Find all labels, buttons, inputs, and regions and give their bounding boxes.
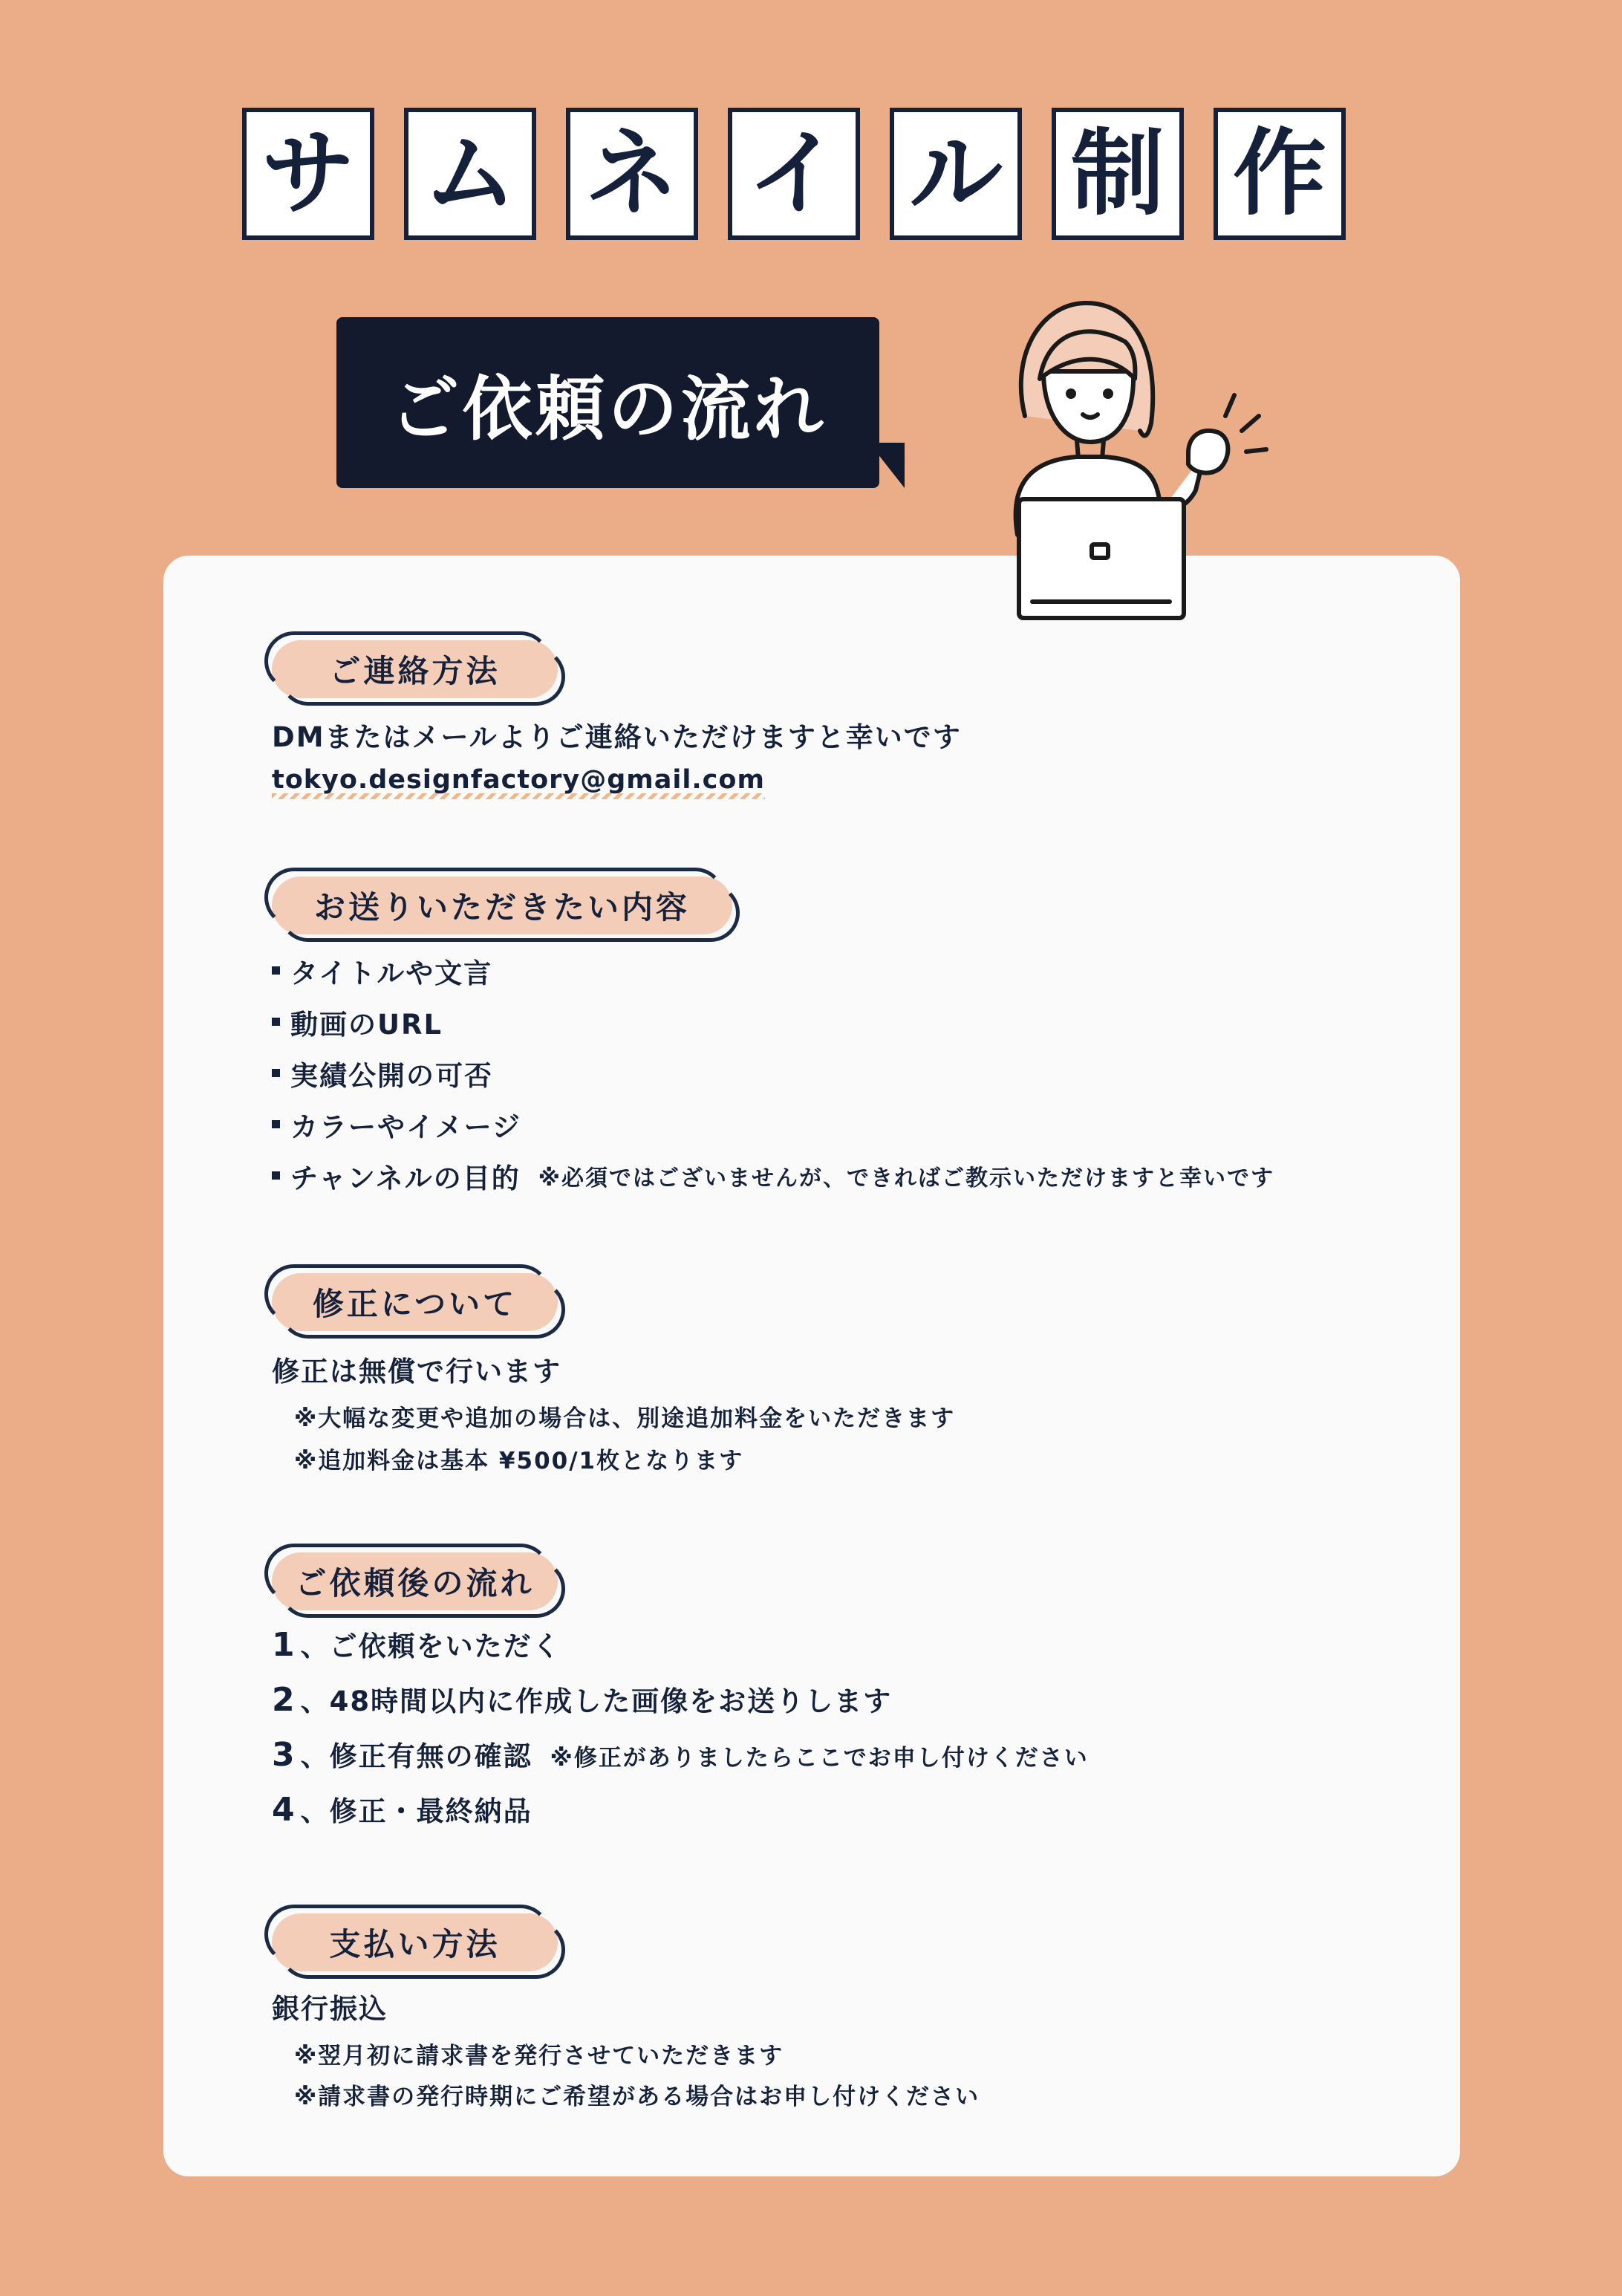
title-char-box bbox=[242, 108, 374, 240]
title-char: 制 bbox=[1071, 119, 1165, 228]
revision-note: ※大幅な変更や追加の場合は、別途追加料金をいただきます bbox=[294, 1405, 956, 1432]
step-text: 、修正有無の確認 bbox=[300, 1740, 532, 1772]
flow-section bbox=[272, 1552, 1089, 1844]
list-item bbox=[272, 1099, 1274, 1150]
subtitle-banner bbox=[336, 317, 879, 488]
speech-bubble-tail bbox=[869, 443, 905, 488]
step-note: ※修正がありましたらここでお申し付けください bbox=[550, 1745, 1089, 1772]
revision-note: ※追加料金は基本 ¥500/1枚となります bbox=[294, 1448, 744, 1474]
section-heading bbox=[272, 1552, 558, 1610]
payment-note: ※翌月初に請求書を発行させていただきます bbox=[294, 2043, 784, 2069]
list-item-label: チャンネルの目的 bbox=[290, 1162, 521, 1194]
bullet-icon bbox=[272, 1018, 280, 1026]
title-char: ル bbox=[909, 119, 1003, 228]
list-item bbox=[272, 996, 1274, 1047]
step-item bbox=[272, 1679, 1089, 1734]
payment-text: 銀行振込 bbox=[272, 1993, 388, 2025]
contents-section bbox=[272, 877, 1274, 1201]
title-char-box bbox=[1052, 108, 1184, 240]
bullet-icon bbox=[272, 1069, 280, 1077]
section-heading bbox=[272, 1273, 558, 1331]
title-char-box bbox=[890, 108, 1022, 240]
title-char: ム bbox=[423, 119, 517, 228]
title-char-box bbox=[1214, 108, 1346, 240]
step-number: 2 bbox=[272, 1681, 295, 1719]
contact-text: DMまたはメールよりご連絡いただけますと幸いです bbox=[272, 721, 962, 753]
list-item-label: 動画のURL bbox=[290, 1008, 443, 1041]
contact-section bbox=[272, 640, 962, 799]
list-item-note: ※必須ではございませんが、できればご教示いただけますと幸いです bbox=[538, 1165, 1274, 1191]
list-item-label: カラーやイメージ bbox=[290, 1110, 521, 1143]
contents-heading: お送りいただきたい内容 bbox=[272, 877, 732, 934]
list-item bbox=[272, 945, 1274, 996]
step-item bbox=[272, 1624, 1089, 1679]
section-heading bbox=[272, 1913, 558, 1971]
flow-steps bbox=[272, 1624, 1089, 1844]
section-heading bbox=[272, 640, 558, 698]
subtitle-text: ご依頼の流れ bbox=[389, 368, 827, 450]
list-item bbox=[272, 1150, 1274, 1201]
revision-heading: 修正について bbox=[272, 1273, 558, 1331]
step-text: 、修正・最終納品 bbox=[300, 1795, 532, 1827]
title-char: サ bbox=[261, 119, 355, 228]
title-char: ネ bbox=[585, 119, 679, 228]
step-item bbox=[272, 1734, 1089, 1789]
title-char-box bbox=[566, 108, 698, 240]
flow-heading: ご依頼後の流れ bbox=[272, 1552, 558, 1610]
bullet-icon bbox=[272, 1120, 280, 1128]
title-char-box bbox=[404, 108, 536, 240]
contents-list bbox=[272, 945, 1274, 1201]
list-item-label: 実績公開の可否 bbox=[290, 1059, 493, 1092]
bullet-icon bbox=[272, 1171, 280, 1180]
step-number: 4 bbox=[272, 1791, 295, 1829]
payment-heading: 支払い方法 bbox=[272, 1913, 558, 1971]
person-laptop-illustration bbox=[965, 267, 1277, 624]
list-item bbox=[272, 1047, 1274, 1099]
revision-section bbox=[272, 1273, 955, 1475]
title-char: 作 bbox=[1233, 119, 1326, 228]
page-title bbox=[242, 108, 1346, 240]
payment-section bbox=[272, 1913, 980, 2111]
payment-note: ※請求書の発行時期にご希望がある場合はお申し付けください bbox=[294, 2084, 980, 2110]
bullet-icon bbox=[272, 966, 280, 975]
step-text: 、48時間以内に作成した画像をお送りします bbox=[300, 1685, 893, 1717]
title-char: イ bbox=[747, 119, 841, 228]
contact-heading: ご連絡方法 bbox=[272, 640, 558, 698]
step-item bbox=[272, 1789, 1089, 1844]
revision-text: 修正は無償で行います bbox=[272, 1356, 561, 1388]
step-number: 1 bbox=[272, 1626, 295, 1664]
email-link[interactable]: tokyo.designfactory@gmail.com bbox=[272, 765, 765, 799]
step-number: 3 bbox=[272, 1736, 295, 1774]
step-text: 、ご依頼をいただく bbox=[300, 1630, 561, 1662]
title-char-box bbox=[728, 108, 860, 240]
section-heading bbox=[272, 877, 732, 934]
list-item-label: タイトルや文言 bbox=[290, 957, 493, 989]
